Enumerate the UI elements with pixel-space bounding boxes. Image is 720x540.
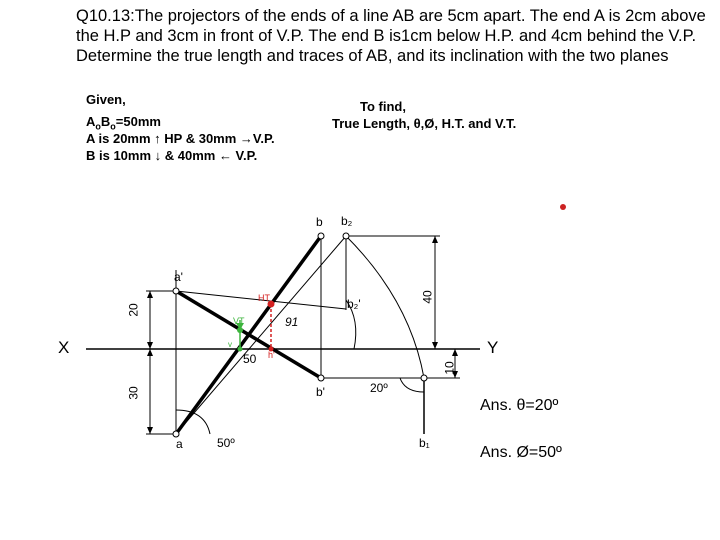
red-marker-dot bbox=[560, 204, 566, 210]
angle-20-label: 20º bbox=[370, 381, 388, 395]
given-b: B bbox=[100, 114, 111, 129]
answer-phi: Ans. Ø=50º bbox=[480, 444, 562, 461]
question-text: Q10.13:The projectors of the ends of a line AB are 5cm apart. The end A is 2cm above the H.P and 3cm in front of V.P. The end B is1cm below H.P. and 4cm behind the V.P. Determine the true length and traces of AB, and its inclination with the two planes bbox=[76, 7, 706, 65]
point-b2 bbox=[343, 233, 349, 239]
point-b bbox=[318, 233, 324, 239]
v-point bbox=[238, 347, 243, 352]
given-a: A bbox=[86, 114, 96, 129]
dim-40-label: 40 bbox=[420, 290, 435, 304]
to-find-heading: To find, bbox=[360, 99, 406, 114]
label-h-prime: h' bbox=[268, 350, 275, 360]
given-b-sub: o bbox=[110, 121, 116, 132]
to-find-line: True Length, θ,Ø, H.T. and V.T. bbox=[332, 116, 517, 131]
dim-91-label: 91 bbox=[285, 315, 299, 329]
given-a-sub: o bbox=[95, 121, 101, 132]
dim-20-label: 20 bbox=[126, 303, 141, 317]
label-vt: VT bbox=[233, 316, 245, 326]
label-b2: b₂ bbox=[341, 214, 353, 228]
label-y: Y bbox=[487, 338, 499, 357]
given-heading: Given, bbox=[86, 92, 126, 107]
label-x: X bbox=[58, 338, 70, 357]
given-point-b: B is 10mm ↓ & 40mm ← V.P. bbox=[86, 148, 258, 163]
dim-10-label: 10 bbox=[442, 361, 457, 375]
dim-30-label: 30 bbox=[126, 386, 141, 400]
label-b2-prime: b₂' bbox=[347, 297, 361, 311]
label-a: a bbox=[176, 437, 183, 451]
given-distance-value: =50mm bbox=[115, 114, 161, 129]
point-b-prime bbox=[318, 375, 324, 381]
label-b: b bbox=[316, 215, 323, 229]
point-a-prime bbox=[173, 288, 179, 294]
label-b1: b₁ bbox=[419, 436, 430, 450]
label-a-prime: a' bbox=[174, 270, 183, 284]
angle-arc-20 bbox=[400, 378, 424, 392]
angle-50-label: 50º bbox=[217, 436, 235, 450]
label-v: v bbox=[228, 340, 232, 349]
answer-theta: Ans. θ=20º bbox=[480, 397, 559, 414]
given-point-a: A is 20mm ↑ HP & 30mm →V.P. bbox=[86, 131, 275, 146]
dim-50-label: 50 bbox=[243, 352, 257, 366]
label-b-prime: b' bbox=[316, 385, 325, 399]
label-ht: HT bbox=[258, 293, 270, 303]
point-b1-top bbox=[421, 375, 427, 381]
